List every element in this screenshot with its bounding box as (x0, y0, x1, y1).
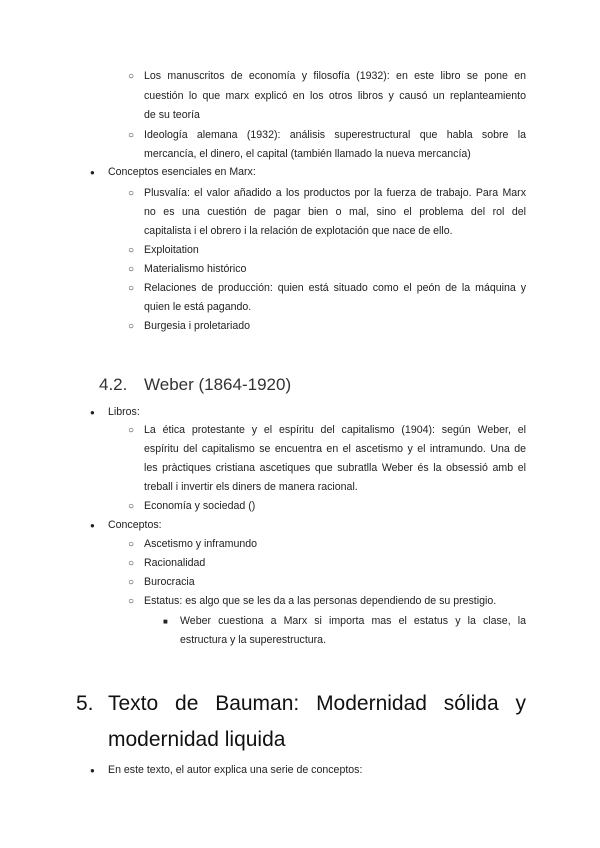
book-manuscritos-line2: cuestión lo que marx explicó en los otros libros y causó un replanteamiento (144, 90, 526, 102)
weber-section-number: 4.2. (99, 375, 128, 394)
economia-item: Economía y sociedad () (144, 500, 256, 512)
etica-line1: La ética protestante y el espíritu del capitalismo (1904): según Weber, el (144, 424, 526, 436)
hollow-bullet-icon: ○ (128, 71, 135, 82)
plusvalia-line3: capitalista i el obrero i la relación de explotación que nace de ello. (144, 225, 453, 237)
plusvalia-line2: no es una cuestión de pagar bien o mal, sino el problema del rol del (144, 206, 526, 218)
book-ideologia-line1: Ideología alemana (1932): análisis superestructural que habla sobre la (144, 129, 526, 141)
hollow-bullet-icon: ○ (128, 283, 135, 294)
hollow-bullet-icon: ○ (128, 425, 135, 436)
book-manuscritos-line3: de su teoría (144, 109, 200, 121)
materialismo-item: Materialismo histórico (144, 263, 247, 275)
bauman-title-line1: Texto de Bauman: Modernidad sólida y (108, 692, 526, 715)
burgesia-item: Burgesia i proletariado (144, 320, 250, 332)
hollow-bullet-icon: ○ (128, 501, 135, 512)
hollow-bullet-icon: ○ (128, 188, 135, 199)
racionalidad-item: Racionalidad (144, 557, 206, 569)
filled-bullet-icon: ● (90, 521, 95, 530)
book-ideologia-line2: mercancía, el dinero, el capital (también llamado la nueva mercancía) (144, 148, 471, 160)
filled-bullet-icon: ● (90, 168, 95, 177)
plusvalia-line1: Plusvalía: el valor añadido a los productos por la fuerza de trabajo. Para Marx (144, 187, 526, 199)
hollow-bullet-icon: ○ (128, 558, 135, 569)
conceptos-marx-label: Conceptos esenciales en Marx: (108, 166, 256, 178)
bauman-title-line2: modernidad liquida (108, 728, 286, 751)
estatus-item: Estatus: es algo que se les da a las personas dependiendo de su prestigio. (144, 595, 497, 607)
weber-section-title: Weber (1864-1920) (144, 375, 292, 394)
etica-line4: treball i invertir els diners de manera racional. (144, 481, 358, 493)
filled-bullet-icon: ● (90, 766, 95, 775)
bauman-intro: En este texto, el autor explica una serie de conceptos: (108, 764, 363, 776)
hollow-bullet-icon: ○ (128, 130, 135, 141)
etica-line2: espíritu del capitalismo se encuentra en el ascetismo y el intramundo. Una de (144, 443, 526, 455)
relaciones-line2: quien le está pagando. (144, 301, 252, 313)
hollow-bullet-icon: ○ (128, 264, 135, 275)
etica-line3: les pràctiques cristiana ascetiques que subratlla Weber és la obsessió amb el (144, 462, 526, 474)
filled-bullet-icon: ● (90, 408, 95, 417)
hollow-bullet-icon: ○ (128, 596, 135, 607)
bauman-section-number: 5. (76, 692, 94, 715)
square-bullet-icon: ■ (163, 617, 168, 626)
burocracia-item: Burocracia (144, 576, 195, 588)
ascetismo-item: Ascetismo y inframundo (144, 538, 258, 550)
hollow-bullet-icon: ○ (128, 245, 135, 256)
weber-sub-line2: estructura y la superestructura. (180, 634, 327, 646)
relaciones-line1: Relaciones de producción: quien está situado como el peón de la máquina y (144, 282, 526, 294)
hollow-bullet-icon: ○ (128, 321, 135, 332)
hollow-bullet-icon: ○ (128, 539, 135, 550)
hollow-bullet-icon: ○ (128, 577, 135, 588)
weber-sub-line1: Weber cuestiona a Marx si importa mas el estatus y la clase, la (180, 615, 526, 627)
book-manuscritos-line1: Los manuscritos de economía y filosofía (1932): en este libro se pone en (144, 70, 526, 82)
libros-label: Libros: (108, 406, 140, 418)
exploitation-item: Exploitation (144, 244, 199, 256)
conceptos-weber-label: Conceptos: (108, 519, 162, 531)
